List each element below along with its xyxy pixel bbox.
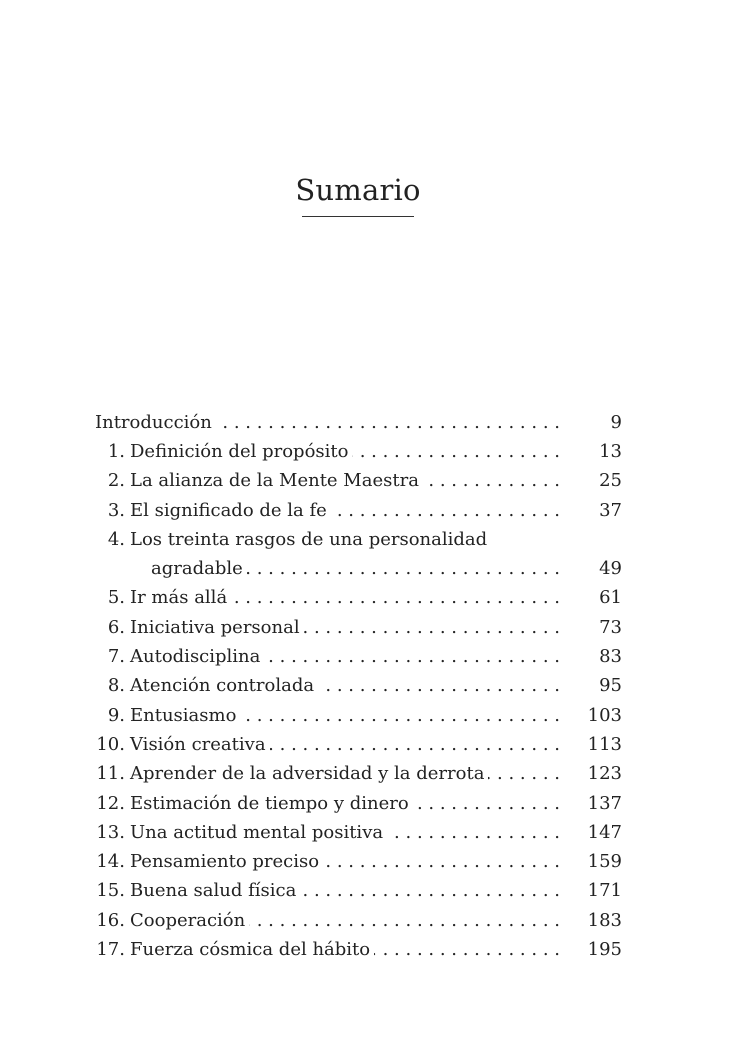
toc-entry-9[interactable] [95, 701, 622, 730]
toc-entry-8[interactable] [95, 672, 622, 701]
leader-spacer [491, 528, 560, 552]
dot-leader [374, 938, 560, 962]
toc-title: Pensamiento preciso [130, 850, 323, 874]
dot-leader [240, 704, 560, 728]
toc-number: 3. [107, 499, 125, 521]
toc-page-number: 13 [599, 440, 622, 462]
toc-number: 4. [107, 528, 125, 550]
toc-page-number: 137 [587, 792, 622, 814]
toc-title: Entusiasmo [130, 704, 240, 728]
toc-page-number: 9 [610, 411, 622, 433]
toc-entry-15[interactable] [95, 877, 622, 906]
toc-number: 14. [96, 851, 125, 873]
toc-title: Una actitud mental positiva [130, 821, 387, 845]
toc-number: 11. [96, 763, 125, 785]
toc-entry-11[interactable] [95, 760, 622, 789]
toc-title: Aprender de la adversidad y la derrota [130, 762, 488, 786]
toc-number: 9. [107, 704, 125, 726]
toc-entry-14[interactable] [95, 847, 622, 876]
toc-entry-5[interactable] [95, 584, 622, 613]
toc-number: 6. [107, 616, 125, 638]
dot-leader [488, 762, 560, 786]
toc-number: 15. [96, 880, 125, 902]
toc-entry-10[interactable] [95, 730, 622, 759]
toc-entry-2[interactable] [95, 467, 622, 496]
toc-title: Iniciativa personal [130, 616, 304, 640]
dot-leader [270, 733, 560, 757]
dot-leader [247, 557, 560, 581]
toc-entry-17[interactable] [95, 935, 622, 964]
toc-entry-intro[interactable] [95, 408, 622, 437]
toc-number: 12. [96, 792, 125, 814]
toc-number: 5. [107, 587, 125, 609]
toc-entry-7[interactable] [95, 642, 622, 671]
toc-page-number: 83 [599, 646, 622, 668]
toc-page-number: 123 [587, 763, 622, 785]
dot-leader [413, 792, 560, 816]
toc-page-number: 171 [587, 880, 622, 902]
dot-leader [318, 674, 560, 698]
toc-title: Definición del propósito [130, 440, 352, 464]
toc-entry-1[interactable] [95, 437, 622, 466]
dot-leader [331, 499, 560, 523]
toc-title: La alianza de la Mente Maestra [130, 469, 423, 493]
toc-number: 1. [107, 440, 125, 462]
toc-number: 10. [96, 733, 125, 755]
toc-number: 2. [107, 470, 125, 492]
toc-number: 13. [96, 821, 125, 843]
toc-page-number: 25 [599, 470, 622, 492]
toc-entry-4-line1[interactable] [95, 525, 622, 554]
toc-title: Buena salud física [130, 879, 300, 903]
toc-title: Cooperación [130, 909, 249, 933]
toc-page-number: 103 [587, 704, 622, 726]
toc-page-number: 73 [599, 616, 622, 638]
toc-title: Atención controlada [130, 674, 318, 698]
toc-page-number: 183 [587, 909, 622, 931]
toc-page-number: 159 [587, 851, 622, 873]
dot-leader [423, 469, 560, 493]
toc-page-number: 195 [587, 938, 622, 960]
page-title: Sumario [295, 173, 421, 207]
toc-page-number: 147 [587, 821, 622, 843]
toc-page-number: 49 [599, 558, 622, 580]
toc-page-number: 113 [587, 733, 622, 755]
dot-leader [352, 440, 560, 464]
toc-entry-4-line2[interactable] [95, 554, 622, 583]
toc-entry-3[interactable] [95, 496, 622, 525]
toc-title: El significado de la fe [130, 499, 331, 523]
toc-title: Autodisciplina [130, 645, 264, 669]
dot-leader [249, 909, 560, 933]
toc-number: 16. [96, 909, 125, 931]
dot-leader [264, 645, 560, 669]
dot-leader [323, 850, 560, 874]
toc-title: Los treinta rasgos de una personalidad [130, 528, 491, 552]
toc-title: Fuerza cósmica del hábito [130, 938, 374, 962]
title-underline [302, 216, 414, 217]
toc-entry-12[interactable] [95, 789, 622, 818]
toc-number: 8. [107, 675, 125, 697]
dot-leader [304, 616, 560, 640]
toc-title: Ir más allá [130, 586, 231, 610]
dot-leader [216, 411, 560, 435]
dot-leader [300, 879, 560, 903]
toc-page-number: 37 [599, 499, 622, 521]
toc-page-number: 95 [599, 675, 622, 697]
toc-entry-13[interactable] [95, 818, 622, 847]
toc-number: 7. [107, 646, 125, 668]
toc-entry-6[interactable] [95, 613, 622, 642]
toc-title: Visión creativa [130, 733, 270, 757]
toc-page-number: 61 [599, 587, 622, 609]
toc-title: agradable [130, 557, 247, 581]
dot-leader [387, 821, 560, 845]
toc-title: Estimación de tiempo y dinero [130, 792, 413, 816]
toc-number: 17. [96, 938, 125, 960]
toc-title: Introducción [95, 411, 216, 435]
dot-leader [231, 586, 560, 610]
table-of-contents [95, 408, 622, 965]
toc-entry-16[interactable] [95, 906, 622, 935]
